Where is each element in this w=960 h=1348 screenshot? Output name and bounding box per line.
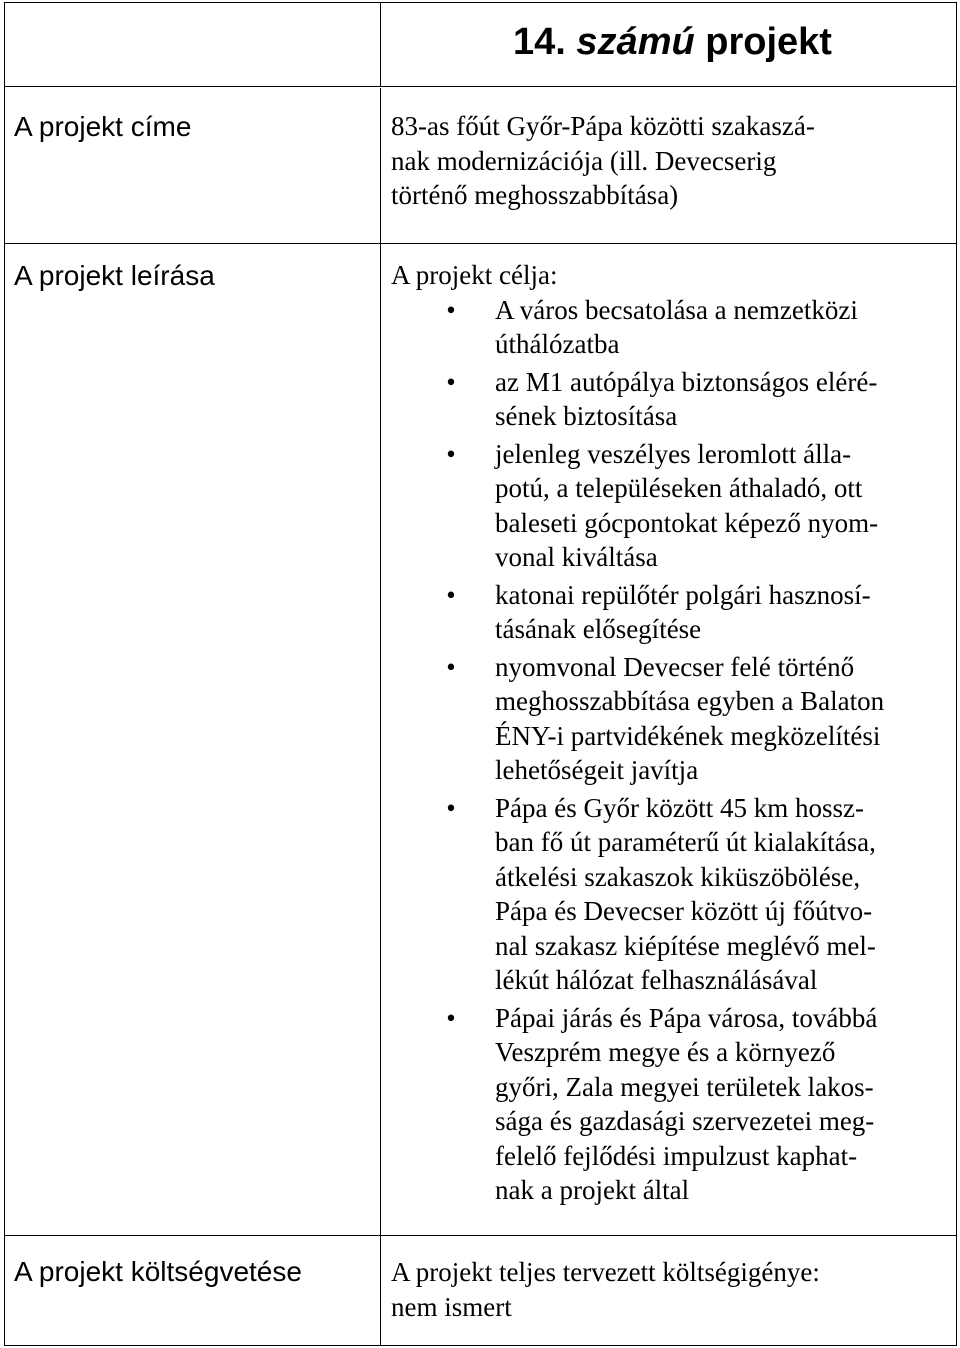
description-label: A projekt leírása [14,260,215,291]
goal-line: az M1 autópálya biztonságos eléré- [495,366,878,397]
goal-line: nal szakasz kiépítése meglévő mel- [495,930,876,961]
goal-list-item [391,578,941,647]
goal-line: sének biztosítása [495,401,678,431]
goal-line: Veszprém megye és a környező [495,1037,836,1067]
goal-list [391,293,941,1208]
budget-value [391,1255,941,1324]
bullet-icon: • [446,294,456,325]
bullet-icon: • [446,792,456,823]
bullet-icon: • [446,1002,456,1033]
goal-line: baleseti gócpontokat képező nyom- [495,507,879,538]
goal-line: Pápa és Devecser között új főútvo- [495,896,873,926]
title-label: A projekt címe [14,111,192,142]
bullet-icon: • [446,438,456,469]
goal-line: vonal kiváltása [495,542,658,572]
goal-line: átkelési szakaszok kiküszöbölése, [495,861,861,892]
goal-line: nak a projekt által [495,1175,690,1205]
goal-line: sága és gazdasági szervezetei meg- [495,1106,875,1136]
goal-line: katonai repülőtér polgári hasznosí- [495,579,871,610]
goal-list-item [391,1001,941,1208]
goal-line: nyomvonal Devecser felé történő [495,651,855,682]
goal-line: Pápai járás és Pápa városa, továbbá [495,1002,878,1033]
goal-line: jelenleg veszélyes leromlott álla- [495,438,852,469]
goal-line: Pápa és Győr között 45 km hossz- [495,792,864,823]
project-heading [375,20,960,64]
description-intro: A projekt célja: [391,260,558,290]
goal-line: lékút hálózat felhasználásával [495,965,818,995]
goal-line: ÉNY-i partvidékének megközelítési [495,720,881,751]
description-value [391,258,941,1211]
bullet-icon: • [446,366,456,397]
column-divider [380,88,381,1345]
budget-line: A projekt teljes tervezett költségigénye: [391,1257,820,1287]
budget-label: A projekt költségvetése [14,1256,302,1287]
goal-line: lehetőségeit javítja [495,755,699,785]
bullet-icon: • [446,651,456,682]
goal-line: ban fő út paraméterű út kialakítása, [495,827,876,857]
project-number: 14. [513,21,566,63]
goal-line: meghosszabbítása egyben a Balaton [495,686,885,716]
bullet-icon: • [446,579,456,610]
row-divider-heading [5,86,956,87]
budget-line: nem ismert [391,1291,512,1322]
goal-line: úthálózatba [495,329,620,359]
goal-line: győri, Zala megyei területek lakos- [495,1071,874,1102]
project-word: projekt [705,21,832,63]
goal-line: felelő fejlődési impulzust kaphat- [495,1140,858,1171]
goal-list-item [391,650,941,788]
goal-list-item [391,365,941,434]
goal-line: A város becsatolása a nemzetközi [495,294,858,325]
goal-list-item [391,791,941,998]
row-divider-description [5,1235,956,1236]
title-line: 83-as főút Győr-Pápa közötti szakaszá- [391,111,815,141]
goal-list-item [391,437,941,575]
goal-line: potú, a településeken áthaladó, ott [495,473,863,503]
title-line: nak modernizációja (ill. Devecserig [391,145,777,176]
project-number-word: számú [576,21,695,63]
row-divider-title [5,243,956,244]
goal-list-item [391,293,941,362]
goal-line: tásának elősegítése [495,614,702,644]
title-line: történő meghosszabbítása) [391,180,679,210]
title-value [391,109,941,213]
